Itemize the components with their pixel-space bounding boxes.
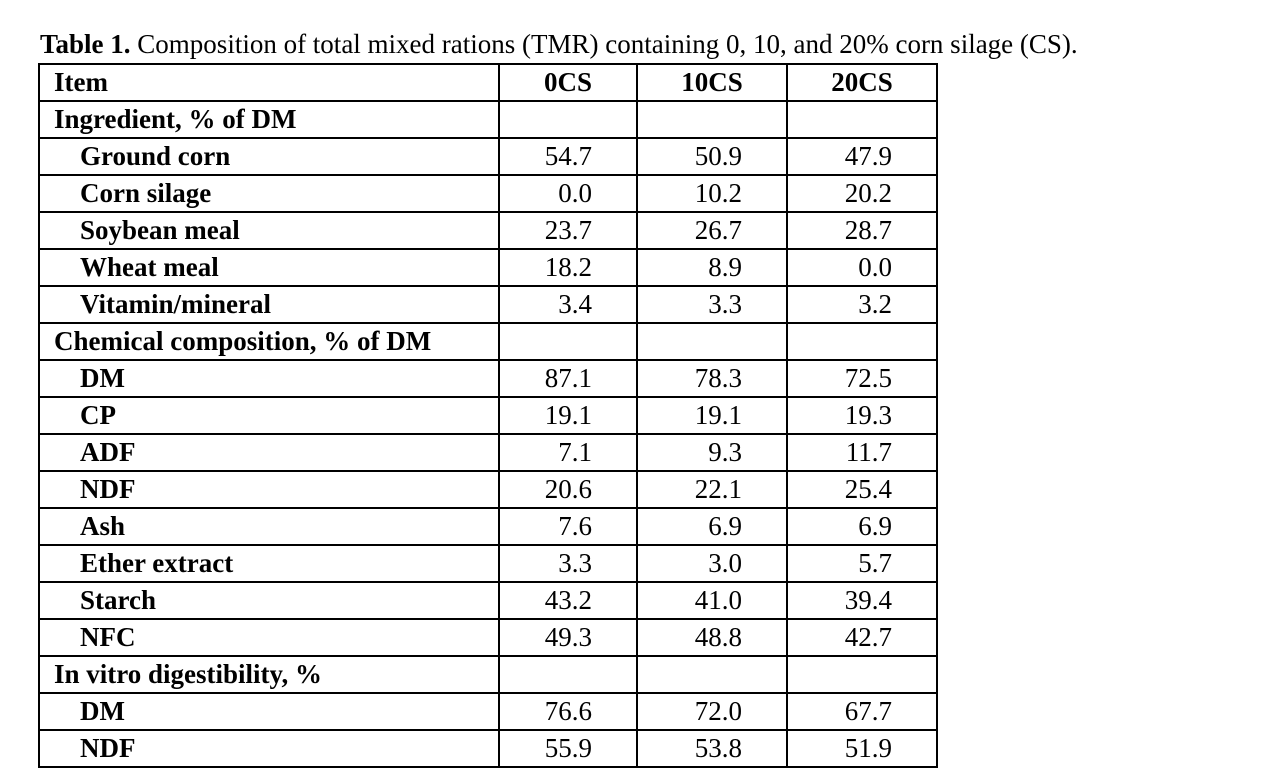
value-cell: 3.3: [637, 286, 787, 323]
value-cell: 11.7: [787, 434, 937, 471]
value-cell: 47.9: [787, 138, 937, 175]
row-label: DM: [39, 360, 499, 397]
table-row: [39, 619, 937, 656]
row-label: Corn silage: [39, 175, 499, 212]
section-row: [39, 323, 937, 360]
value-cell: 43.2: [499, 582, 637, 619]
value-cell: 28.7: [787, 212, 937, 249]
empty-cell: [499, 101, 637, 138]
empty-cell: [499, 323, 637, 360]
table-row: [39, 138, 937, 175]
header-20cs: 20CS: [787, 64, 937, 101]
value-cell: 19.1: [499, 397, 637, 434]
row-label: CP: [39, 397, 499, 434]
empty-cell: [499, 656, 637, 693]
section-label: Chemical composition, % of DM: [39, 323, 499, 360]
row-label: Vitamin/mineral: [39, 286, 499, 323]
table-row: [39, 545, 937, 582]
row-label: Soybean meal: [39, 212, 499, 249]
table-caption-text: Composition of total mixed rations (TMR) containing 0, 10, and 20% corn silage (CS).: [137, 29, 1078, 59]
table-row: [39, 471, 937, 508]
value-cell: 54.7: [499, 138, 637, 175]
table-row: [39, 434, 937, 471]
row-label: Ether extract: [39, 545, 499, 582]
value-cell: 19.3: [787, 397, 937, 434]
value-cell: 42.7: [787, 619, 937, 656]
empty-cell: [637, 323, 787, 360]
header-item: Item: [39, 64, 499, 101]
section-label: Ingredient, % of DM: [39, 101, 499, 138]
table-caption-label: Table 1.: [40, 29, 131, 59]
row-label: Starch: [39, 582, 499, 619]
value-cell: 72.0: [637, 693, 787, 730]
row-label: Wheat meal: [39, 249, 499, 286]
row-label: Ash: [39, 508, 499, 545]
table-row: [39, 730, 937, 767]
value-cell: 3.2: [787, 286, 937, 323]
value-cell: 76.6: [499, 693, 637, 730]
value-cell: 5.7: [787, 545, 937, 582]
value-cell: 51.9: [787, 730, 937, 767]
value-cell: 53.8: [637, 730, 787, 767]
table-row: [39, 582, 937, 619]
empty-cell: [787, 101, 937, 138]
empty-cell: [637, 101, 787, 138]
value-cell: 20.2: [787, 175, 937, 212]
value-cell: 41.0: [637, 582, 787, 619]
table-row: [39, 508, 937, 545]
row-label: DM: [39, 693, 499, 730]
section-row: [39, 101, 937, 138]
table-row: [39, 212, 937, 249]
value-cell: 87.1: [499, 360, 637, 397]
table-row: [39, 360, 937, 397]
value-cell: 0.0: [787, 249, 937, 286]
value-cell: 18.2: [499, 249, 637, 286]
value-cell: 48.8: [637, 619, 787, 656]
value-cell: 20.6: [499, 471, 637, 508]
row-label: Ground corn: [39, 138, 499, 175]
section-row: [39, 656, 937, 693]
value-cell: 67.7: [787, 693, 937, 730]
table-row: [39, 693, 937, 730]
value-cell: 6.9: [787, 508, 937, 545]
value-cell: 9.3: [637, 434, 787, 471]
row-label: NDF: [39, 471, 499, 508]
value-cell: 25.4: [787, 471, 937, 508]
value-cell: 3.3: [499, 545, 637, 582]
value-cell: 10.2: [637, 175, 787, 212]
value-cell: 39.4: [787, 582, 937, 619]
value-cell: 55.9: [499, 730, 637, 767]
empty-cell: [637, 656, 787, 693]
table-row: [39, 397, 937, 434]
header-row: [39, 64, 937, 101]
value-cell: 6.9: [637, 508, 787, 545]
row-label: NFC: [39, 619, 499, 656]
value-cell: 26.7: [637, 212, 787, 249]
table-row: [39, 175, 937, 212]
row-label: ADF: [39, 434, 499, 471]
value-cell: 0.0: [499, 175, 637, 212]
header-0cs: 0CS: [499, 64, 637, 101]
empty-cell: [787, 656, 937, 693]
table-row: [39, 249, 937, 286]
value-cell: 50.9: [637, 138, 787, 175]
value-cell: 7.1: [499, 434, 637, 471]
value-cell: 8.9: [637, 249, 787, 286]
table-row: [39, 286, 937, 323]
value-cell: 78.3: [637, 360, 787, 397]
section-label: In vitro digestibility, %: [39, 656, 499, 693]
composition-table: [38, 63, 938, 768]
empty-cell: [787, 323, 937, 360]
value-cell: 7.6: [499, 508, 637, 545]
value-cell: 19.1: [637, 397, 787, 434]
row-label: NDF: [39, 730, 499, 767]
value-cell: 22.1: [637, 471, 787, 508]
header-10cs: 10CS: [637, 64, 787, 101]
value-cell: 3.4: [499, 286, 637, 323]
table-caption: [40, 26, 1078, 62]
table-body: [39, 101, 937, 767]
value-cell: 49.3: [499, 619, 637, 656]
value-cell: 72.5: [787, 360, 937, 397]
value-cell: 3.0: [637, 545, 787, 582]
value-cell: 23.7: [499, 212, 637, 249]
